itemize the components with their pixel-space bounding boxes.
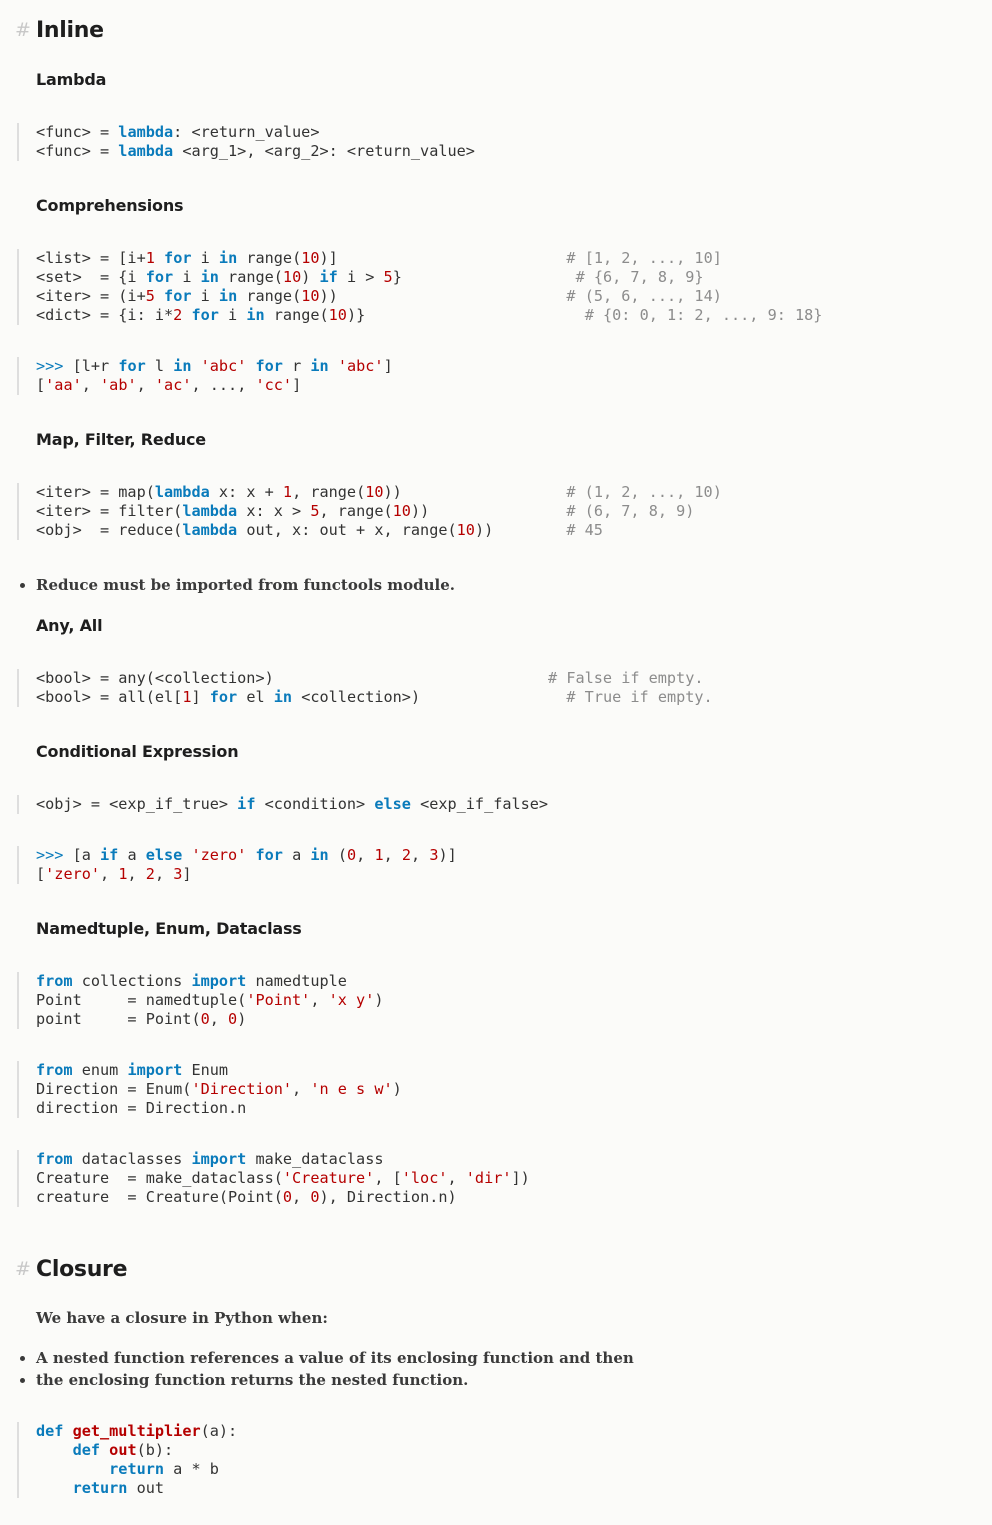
code-block-dataclass: from dataclasses import make_dataclass Creature = make_dataclass('Creature', ['loc', 'dir']) creature = Creature(Point(0, 0), Direction.n) <box>17 1150 530 1207</box>
code-block-any-all: <bool> = any(<collection>) # False if empty. <bool> = all(el[1] for el in <collection>) # True if empty. <box>17 669 713 707</box>
list-item: • Reduce must be imported from functools module. <box>36 574 455 596</box>
subheading-map-filter-reduce: Map, Filter, Reduce <box>36 430 206 449</box>
code-block-comprehensions: <list> = [i+1 for i in range(10)] # [1, 2, ..., 10] <set> = {i for i in range(10) if i > 5} # {6, 7, 8, 9} <iter> = (i+5 for i in range(10)) # (5, 6, ..., 14) <dict> = {i: i*2 for i in range(10)} # {0: 0, 1: 2, ..., 9: 18} <box>17 249 822 325</box>
subheading-any-all: Any, All <box>36 616 103 635</box>
code-block-lambda: <func> = lambda: <return_value> <func> = lambda <arg_1>, <arg_2>: <return_value> <box>17 123 475 161</box>
subheading-comprehensions: Comprehensions <box>36 196 184 215</box>
section-title-closure: # Closure <box>15 1257 128 1282</box>
section-title-inline: # Inline <box>15 18 104 43</box>
code-block-enum: from enum import Enum Direction = Enum('Direction', 'n e s w') direction = Direction.n <box>17 1061 402 1118</box>
subheading-namedtuple-enum-dataclass: Namedtuple, Enum, Dataclass <box>36 919 302 938</box>
section-closure <box>15 1257 128 1282</box>
note-list-reduce <box>6 574 455 596</box>
anchor-hash-icon[interactable]: # <box>15 1258 31 1280</box>
list-item: • the enclosing function returns the nested function. <box>36 1369 634 1391</box>
code-block-conditional-example: >>> [a if a else 'zero' for a in (0, 1, 2, 3)] ['zero', 1, 2, 3] <box>17 846 457 884</box>
code-block-comprehension-example: >>> [l+r for l in 'abc' for r in 'abc'] ['aa', 'ab', 'ac', ..., 'cc'] <box>17 357 393 395</box>
subheading-lambda: Lambda <box>36 70 107 89</box>
code-block-map-filter-reduce: <iter> = map(lambda x: x + 1, range(10)) # (1, 2, ..., 10) <iter> = filter(lambda x: x > 5, range(10)) # (6, 7, 8, 9) <obj> = reduce(lambda out, x: out + x, range(10)) # 45 <box>17 483 722 540</box>
list-item: • A nested function references a value of its enclosing function and then <box>36 1347 634 1369</box>
code-block-conditional: <obj> = <exp_if_true> if <condition> else <exp_if_false> <box>17 795 548 814</box>
code-block-namedtuple: from collections import namedtuple Point = namedtuple('Point', 'x y') point = Point(0, 0) <box>17 972 384 1029</box>
anchor-hash-icon[interactable]: # <box>15 19 31 41</box>
closure-conditions-list <box>6 1347 634 1391</box>
section-inline <box>15 18 104 43</box>
subheading-conditional-expression: Conditional Expression <box>36 742 239 761</box>
closure-intro: We have a closure in Python when: <box>36 1309 328 1327</box>
code-block-closure: def get_multiplier(a): def out(b): return a * b return out <box>17 1422 237 1498</box>
